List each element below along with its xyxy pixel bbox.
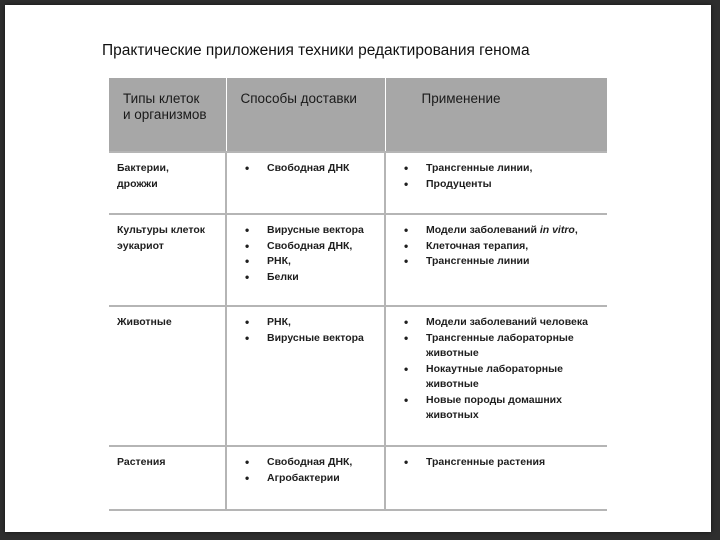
slide (5, 5, 711, 532)
header-cell-organisms (109, 78, 226, 152)
delivery-item: • Свободная ДНК, (235, 455, 380, 471)
application-item (394, 223, 603, 239)
organism-name: дрожжи (117, 177, 158, 190)
delivery-item: • Вирусные вектора (235, 223, 380, 239)
application-item: • Клеточная терапия, (394, 239, 603, 255)
application-cell (385, 152, 607, 214)
delivery-cell (226, 446, 385, 510)
delivery-item: • Свободная ДНК (235, 161, 380, 177)
application-italic-text: in vitro (539, 224, 575, 236)
delivery-item: • Вирусные вектора (235, 331, 380, 347)
organism-cell (109, 306, 226, 446)
application-cell (385, 446, 607, 510)
delivery-item: • Агробактерии (235, 471, 380, 487)
delivery-cell (226, 214, 385, 306)
application-list (394, 315, 603, 424)
application-item: • Трансгенные линии (394, 254, 603, 270)
delivery-item: • РНК, (235, 315, 380, 331)
organism-name: эукариот (117, 239, 164, 252)
table-row (109, 306, 607, 446)
delivery-list (235, 161, 380, 177)
organism-name: Культуры клеток (117, 224, 206, 236)
delivery-list (235, 315, 380, 346)
organism-cell (109, 214, 226, 306)
application-cell (385, 214, 607, 306)
organism-name: Животные (117, 316, 172, 328)
application-item: • Новые породы домашних животных (394, 393, 603, 424)
delivery-list (235, 223, 380, 285)
organism-name: Растения (117, 456, 166, 468)
header-cell-application: Применение (385, 78, 607, 152)
table-row (109, 446, 607, 510)
delivery-item: • Свободная ДНК, (235, 239, 380, 255)
table-row (109, 152, 607, 214)
organism-name: Бактерии, (117, 162, 169, 174)
application-text: Модели заболеваний (426, 224, 540, 236)
application-list (394, 223, 603, 270)
delivery-item: • РНК, (235, 254, 380, 270)
application-text: , (574, 224, 578, 236)
delivery-list (235, 455, 380, 486)
delivery-item: • Белки (235, 270, 380, 286)
application-item: • Трансгенные линии, (394, 161, 603, 177)
application-cell (385, 306, 607, 446)
application-item: • Трансгенные лабораторные животные (394, 331, 603, 362)
application-item: • Модели заболеваний человека (394, 315, 603, 331)
table-header-row (109, 78, 607, 152)
header-organisms-line1: Типы клеток (123, 91, 200, 106)
genome-editing-table (109, 78, 607, 511)
delivery-cell (226, 306, 385, 446)
table-row (109, 214, 607, 306)
application-item: • Нокаутные лабораторные животные (394, 362, 603, 393)
organism-cell (109, 152, 226, 214)
slide-title: Практические приложения техники редактирования генома (102, 42, 530, 59)
application-list (394, 161, 603, 192)
application-item: • Продуценты (394, 177, 603, 193)
delivery-cell (226, 152, 385, 214)
application-item: • Трансгенные растения (394, 455, 603, 471)
header-cell-delivery: Способы доставки (226, 78, 385, 152)
application-list (394, 455, 603, 471)
organism-cell (109, 446, 226, 510)
header-organisms-line2: и организмов (123, 107, 207, 122)
